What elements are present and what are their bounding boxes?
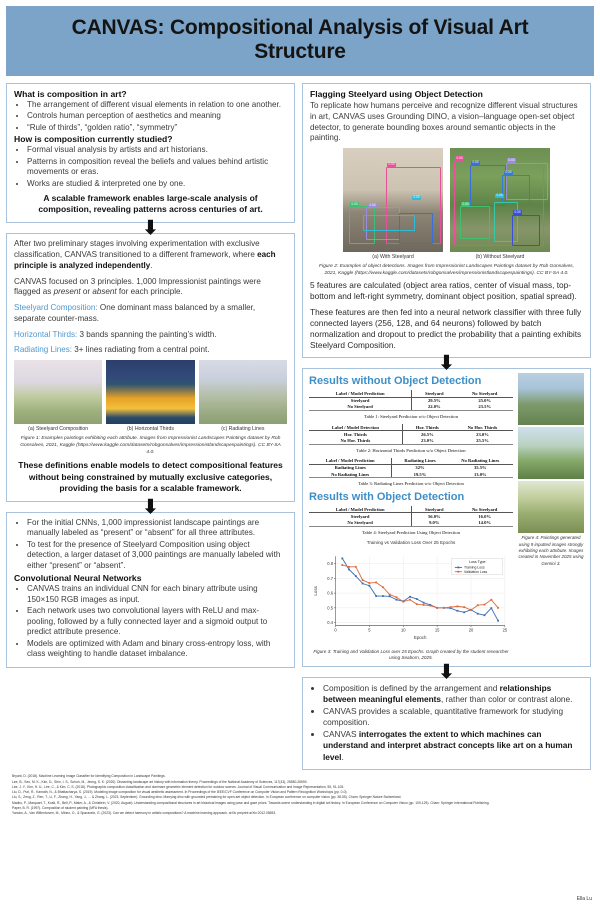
column-header: Label / Model Prediction bbox=[309, 458, 392, 465]
cell: 56.0% bbox=[412, 513, 457, 520]
reference-item: Bryant, D. (2018). Machine Learning Image Classifier for Identifying Composition in Landscape Paintings. bbox=[12, 774, 166, 779]
svg-text:0.8: 0.8 bbox=[327, 560, 333, 566]
reference-item: Liu, S., Zeng, Z., Ren, T., Li, F., Zhang, H., Yang, J., ... & Zhang, L. (2023, September). Grounding dino: Marrying dino with grounded pretraining for open-set object detection. In European conference on computer vision (pp. 38-55). Cham: Springer Nature Switzerland. bbox=[12, 795, 402, 800]
row-label: No Steelyard bbox=[309, 520, 412, 527]
figure-3-caption: Figure 3: Training and Validation Loss over 25 Epochs. Graph created by the student researcher using Seaborn, 2025. bbox=[313, 648, 509, 661]
cnn-card bbox=[6, 512, 295, 668]
bbox-blue bbox=[470, 165, 506, 207]
column-header: Label / Model Detection bbox=[309, 424, 402, 431]
bbox-score-tag: 0.00 bbox=[496, 193, 503, 198]
generated-images bbox=[518, 373, 584, 533]
conclusion-bullets bbox=[310, 683, 583, 763]
conclusions-card bbox=[302, 677, 591, 770]
reference-item: Liu, D., Puri, R., Kamath, N., & Bhattacharya, S. (2019). Modeling image composition for visual aesthetic assessment. In Proceedings of the IEEE/CVF Conference on Computer Vision and Pattern Recognition Workshops (pp. 0-0). bbox=[12, 790, 348, 795]
results-card bbox=[302, 368, 591, 667]
bbox-score-tag: 0.00 bbox=[514, 209, 521, 214]
methods-paragraph-1: After two preliminary stages involving experimentation with exclusive classification, CANVAS transitioned to a different framework, where each principle is analyzed independently. bbox=[14, 239, 276, 270]
table-row bbox=[309, 397, 513, 404]
svg-text:0.5: 0.5 bbox=[327, 605, 333, 611]
table-row bbox=[309, 471, 513, 478]
row-label: Hor. Thirds bbox=[343, 431, 367, 437]
column-header: Radiating Lines bbox=[392, 458, 448, 465]
figure-1-label-a: (a) Steelyard Composition bbox=[28, 426, 89, 433]
cell: 9.0% bbox=[412, 520, 457, 527]
row-label: Steelyard bbox=[350, 398, 370, 404]
bbox-score-tag: 0.00 bbox=[369, 202, 376, 207]
page-title: CANVAS: Compositional Analysis of Visual Art Structure bbox=[71, 16, 529, 63]
down-arrow-icon: ⬇ bbox=[438, 662, 455, 683]
intro-card bbox=[6, 83, 295, 223]
definition-radiating-lines: Radiating Lines: 3+ lines radiating from a central point. bbox=[14, 345, 210, 355]
cell: 13.0% bbox=[448, 471, 513, 478]
list-item: • CANVAS trains an individual CNN for each binary attribute using 150×150 RGB images as input. bbox=[27, 584, 287, 606]
intro-callout: A scalable framework enables large-scale analysis of composition, revealing patterns across centuries of art. bbox=[38, 193, 263, 215]
list-item: • For the initial CNNs, 1,000 impressionist landscape paintings are manually labeled as “present” or “absent” for all three attributes. bbox=[27, 518, 287, 540]
list-item: • CANVAS interrogates the extent to which machines can understand and interpret abstract concepts like art on a human level. bbox=[323, 729, 583, 763]
cell: 19.5% bbox=[392, 471, 448, 478]
table-row bbox=[309, 431, 513, 438]
row-label: No Hor. Thirds bbox=[309, 437, 402, 444]
table-horizontal-thirds-without bbox=[309, 424, 513, 445]
left-column bbox=[6, 83, 295, 668]
figure-1-labels bbox=[14, 426, 287, 432]
bbox-score-tag: 0.00 bbox=[456, 155, 463, 160]
row-label: Radiating Lines bbox=[334, 465, 366, 471]
down-arrow-icon: ⬇ bbox=[142, 496, 159, 518]
chart-svg bbox=[309, 546, 513, 648]
svg-text:0: 0 bbox=[334, 627, 337, 633]
poster-columns bbox=[6, 83, 594, 770]
cell: 14.0% bbox=[456, 520, 513, 527]
bbox-score-tag: 0.00 bbox=[508, 157, 515, 162]
cnn-bullets bbox=[14, 584, 287, 660]
reference-item: Lee, J. Y., Kim, H. U., Lee, C., & Kim, C. S. (2018). Photographic composition classification and dominant geometric element detection for outdoor scenes. Journal of Visual Communication and Image Representation, 55, 91-105. bbox=[12, 784, 345, 789]
list-item: • To test for the presence of Steelyard Composition using object detection, a larger dataset of 3,000 paintings are manually labeled with either “present” or “absent”. bbox=[27, 540, 287, 572]
chart-title: Training vs Validation Loss Over 25 Epochs bbox=[366, 539, 456, 545]
list-item: • Each network uses two convolutional layers with ReLU and max-pooling, followed by a fully connected layer and a sigmoid output to predict attribute presence. bbox=[27, 606, 287, 638]
cell: 23.5% bbox=[456, 404, 513, 411]
svg-text:Loss: Loss bbox=[313, 585, 319, 596]
references-list bbox=[6, 774, 594, 816]
list-item: • Patterns in composition reveal the beliefs and values behind artistic movements or eras. bbox=[27, 157, 287, 179]
figure-2-labels bbox=[310, 254, 583, 260]
results-without-heading: Results without Object Detection bbox=[309, 375, 482, 388]
figure-2-label-a: (a) With Steelyard bbox=[372, 254, 414, 261]
column-header: Steelyard bbox=[412, 506, 457, 513]
intro-bullets-2 bbox=[14, 145, 287, 189]
column-header: No Hor. Thirds bbox=[452, 424, 513, 431]
bbox-cyan bbox=[363, 215, 415, 232]
reference-item: Madhu, P., Marquart, T., Kosti, R., Bell, P., Maier, A., & Christlein, V. (2020, August). Understanding compositional structures in art historical images using pose and gaze priors. Towards scene understanding in digital art history. In European Conference on Computer Vision (pp. 109-125). Cham: Springer International Publishing. bbox=[12, 800, 490, 805]
cell: 35.5% bbox=[473, 465, 487, 471]
table-row bbox=[309, 513, 513, 520]
classifier-paragraph: These features are then fed into a neural network classifier with three fully connected layers (256, 128, and 64 neurons) followed by batch normalization and dropout to predict the probability that a painting exhibits Steelyard Composition. bbox=[310, 307, 582, 351]
column-header: No Steelyard bbox=[456, 390, 513, 397]
list-item: • “Rule of thirds”, “golden ratio”, “symmetry” bbox=[27, 123, 287, 134]
dataset-bullets bbox=[14, 518, 287, 572]
row-label: No Radiating Lines bbox=[309, 471, 392, 478]
cell: 25.0% bbox=[478, 398, 491, 404]
cell: 29.5% bbox=[412, 397, 457, 404]
figure-1-images bbox=[14, 360, 287, 424]
column-header: Label / Model Prediction bbox=[309, 506, 412, 513]
figure-2-label-b: (b) Without Steelyard bbox=[475, 254, 525, 261]
methods-paragraph-2: CANVAS focused on 3 principles. 1,000 Impressionist paintings were flagged as present or absent for each principle. bbox=[14, 276, 261, 297]
bbox-score-tag: 0.00 bbox=[351, 201, 358, 206]
list-item: • The arrangement of different visual elements in relation to one another. bbox=[27, 100, 287, 111]
list-item: • Controls human perception of aesthetics and meaning bbox=[27, 111, 287, 122]
figure-4-column bbox=[518, 373, 584, 662]
svg-text:15: 15 bbox=[434, 627, 440, 633]
table-radiating-lines-without bbox=[309, 458, 513, 479]
detection-image-without-steelyard bbox=[450, 148, 550, 252]
figure-2-caption: Figure 2: Examples of object detections. Images from Impressionist Landscapes Paintings dataset by Rob Gonsalves, 2021, Kaggle (https://www.kaggle.com/datasets/robgonsalves/impressionistlandscapespaintings). CC BY-SA 4.0. bbox=[319, 264, 574, 277]
row-label: No Steelyard bbox=[309, 404, 412, 411]
painting-steelyard-image bbox=[14, 360, 102, 424]
figure-1-label-c: (c) Radiating Lines bbox=[221, 426, 265, 433]
list-item: • CANVAS provides a scalable, quantitative framework for studying composition. bbox=[323, 706, 583, 729]
results-tables-and-chart bbox=[309, 373, 513, 662]
svg-text:10: 10 bbox=[400, 627, 406, 633]
methods-card bbox=[6, 233, 295, 501]
generated-image-1 bbox=[518, 373, 584, 425]
figure-1-caption: Figure 1: Examples paintings exhibiting each attribute. Images from Impressionist Landscapes Paintings dataset by Rob Gonsalves, 2021, Kaggle (https://www.kaggle.com/datasets/robgonsalves/impressionistlandscapespaintings). CC BY-SA 4.0. bbox=[20, 436, 281, 456]
table-4-caption: Table 4: Steelyard Prediction Using Object Detection bbox=[362, 529, 460, 535]
table-2-caption: Table 2: Horizontal Thirds Prediction w/o Object Detection bbox=[356, 447, 466, 453]
table-1-caption: Table 1: Steelyard Prediction w/o Object Detection bbox=[364, 414, 458, 419]
list-item: • Composition is defined by the arrangement and relationships between meaningful elements, rather than color or contrast alone. bbox=[323, 683, 583, 706]
detection-paragraph: To replicate how humans perceive and recognize different visual structures in art, CANVAS uses Grounding DINO, a vision–language open-set object detector, to generate bounding boxes around semantic objects in the painting. bbox=[310, 101, 578, 143]
svg-text:Epoch: Epoch bbox=[413, 634, 427, 640]
features-paragraph: 5 features are calculated (object area ratios, center of visual mass, top-bottom and left-right symmetry, dominant object position, spatial spread). bbox=[310, 280, 577, 302]
detection-heading: Flagging Steelyard using Object Detection bbox=[310, 89, 483, 100]
list-item: • Formal visual analysis by artists and art historians. bbox=[27, 145, 287, 156]
down-arrow-icon: ⬇ bbox=[438, 353, 455, 375]
bbox-indigo bbox=[512, 215, 540, 246]
reference-item: Paper, B. R. (1997). Composition of student painting (MFA thesis). bbox=[12, 805, 109, 810]
svg-text:Validation Loss: Validation Loss bbox=[464, 569, 488, 574]
painting-radiating-lines-image bbox=[199, 360, 287, 424]
svg-text:0.7: 0.7 bbox=[327, 575, 333, 581]
column-header: Label / Model Prediction bbox=[309, 390, 412, 397]
cell: 23.0% bbox=[476, 431, 489, 437]
definition-horizontal-thirds: Horizontal Thirds: 3 bands spanning the painting’s width. bbox=[14, 329, 217, 339]
detection-image-with-steelyard bbox=[343, 148, 443, 252]
column-header: Hor. Thirds bbox=[402, 424, 452, 431]
table-3-caption: Table 3: Radiating Lines Prediction w/o Object Detection bbox=[358, 481, 464, 487]
down-arrow-icon: ⬇ bbox=[142, 218, 159, 240]
list-item: • Models are optimized with Adam and binary cross-entropy loss, with class weighting to handle dataset imbalance. bbox=[27, 639, 287, 661]
table-row bbox=[309, 464, 513, 471]
figure-4-caption: Figure 4: Paintings generated using 9 inputted images strongly exhibiting each attribute. Images created in November 2025 using Gemini 3. bbox=[518, 535, 584, 566]
definition-steelyard: Steelyard Composition: One dominant mass balanced by a smaller, separate counter-mass. bbox=[14, 303, 256, 323]
list-item: • Works are studied & interpreted one by one. bbox=[27, 179, 287, 190]
intro-bullets-1 bbox=[14, 100, 287, 133]
cell: 22.0% bbox=[412, 404, 457, 411]
svg-text:0.6: 0.6 bbox=[327, 590, 333, 596]
svg-text:0.4: 0.4 bbox=[327, 619, 333, 625]
svg-text:Training Loss: Training Loss bbox=[464, 565, 485, 570]
bbox-blue-2 bbox=[502, 175, 530, 204]
bbox-score-tag: 0.00 bbox=[388, 162, 395, 167]
column-header: No Radiating Lines bbox=[448, 458, 513, 465]
results-layout bbox=[309, 373, 584, 662]
cnn-heading: Convolutional Neural Networks bbox=[14, 572, 142, 583]
row-label: Steelyard bbox=[350, 513, 370, 519]
results-with-heading: Results with Object Detection bbox=[309, 491, 465, 504]
cell: 26.5% bbox=[402, 431, 452, 438]
reference-item: Lee, B., Seo, M. K., Kim, D., Shin, I. S., Schuh, M., Jeong, S. K. (2020). Dissecting landscape art history with information theory. Proceedings of the National Academy of Sciences, 117(43), 26580-26590. bbox=[12, 779, 308, 784]
bbox-score-tag: 0.00 bbox=[413, 195, 420, 200]
bbox-score-tag: 0.00 bbox=[462, 201, 469, 206]
cell: 23.0% bbox=[402, 437, 452, 444]
table-steelyard-with bbox=[309, 506, 513, 527]
svg-text:5: 5 bbox=[368, 627, 371, 633]
painting-horizontal-thirds-image bbox=[106, 360, 194, 424]
intro-heading-1: What is composition in art? bbox=[14, 89, 127, 100]
poster-title-banner bbox=[6, 6, 594, 76]
svg-text:20: 20 bbox=[468, 627, 474, 633]
generated-image-3 bbox=[518, 481, 584, 533]
svg-text:25: 25 bbox=[502, 627, 508, 633]
figure-1-label-b: (b) Horizontal Thirds bbox=[127, 426, 174, 433]
bbox-score-tag: 0.00 bbox=[505, 170, 512, 175]
column-header: Steelyard bbox=[412, 390, 457, 397]
cell: 32% bbox=[392, 464, 448, 471]
author-name: Ella Lu bbox=[576, 896, 592, 902]
table-row bbox=[309, 404, 513, 411]
reference-item: Yandov, A., Van Willenhoven, M., Mineo, O., & Sparavelo, G. (2023). Can we detect harmony in artistic compositions? A machine learning approach. arXiv preprint arXiv:2012.05653. bbox=[12, 811, 277, 816]
cell: 25.5% bbox=[452, 437, 513, 444]
intro-heading-2: How is composition currently studied? bbox=[14, 134, 173, 145]
object-detection-card bbox=[302, 83, 591, 358]
loss-chart bbox=[309, 540, 513, 662]
bbox-green bbox=[460, 206, 490, 239]
cell: 16.0% bbox=[478, 513, 491, 519]
figure-2-images bbox=[310, 148, 583, 252]
methods-callout: These definitions enable models to detect compositional features without being constrained by mutually exclusive categories, providing the basis for a scalable framework. bbox=[18, 460, 283, 493]
right-column bbox=[302, 83, 591, 770]
bbox-score-tag: 0.00 bbox=[472, 160, 479, 164]
table-row bbox=[309, 437, 513, 444]
svg-text:Loss Type: Loss Type bbox=[468, 559, 486, 564]
column-header: No Steelyard bbox=[456, 506, 513, 513]
table-row bbox=[309, 520, 513, 527]
generated-image-2 bbox=[518, 427, 584, 479]
table-steelyard-without bbox=[309, 390, 513, 411]
